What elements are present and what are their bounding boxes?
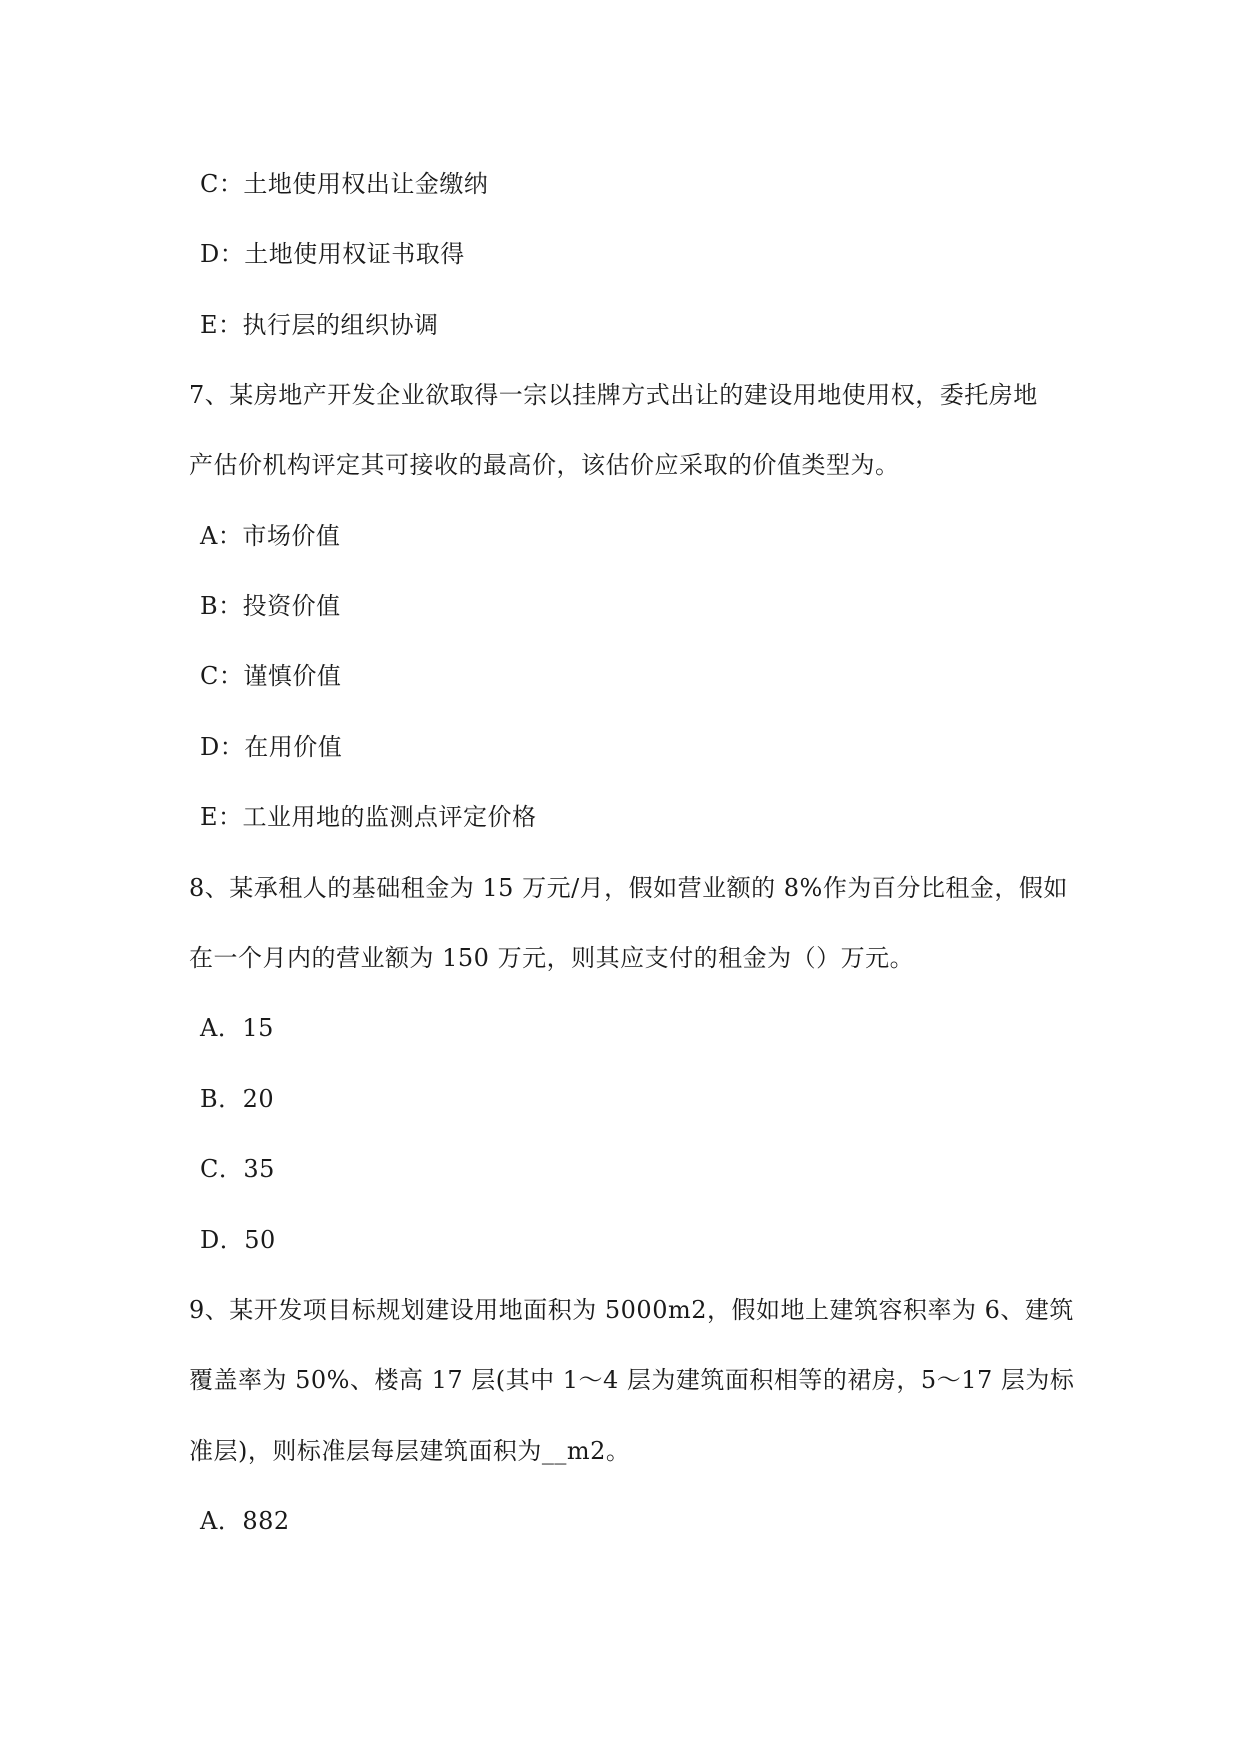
question-7-line-1: 7、某房地产开发企业欲取得一宗以挂牌方式出让的建设用地使用权，委托房地 — [189, 381, 1038, 409]
question-9-line-3: 准层)，则标准层每层建筑面积为__m2。 — [189, 1437, 631, 1465]
option-e-q6: E：执行层的组织协调 — [200, 311, 439, 339]
option-d-q6: D：土地使用权证书取得 — [200, 240, 465, 268]
option-c-q6: C：土地使用权出让金缴纳 — [200, 170, 489, 198]
option-c-q7: C：谨慎价值 — [200, 662, 342, 690]
option-a-q7: A：市场价值 — [200, 522, 341, 550]
option-b-q8: B．20 — [200, 1085, 275, 1113]
option-b-q7: B：投资价值 — [200, 592, 341, 620]
option-e-q7: E：工业用地的监测点评定价格 — [200, 803, 537, 831]
option-d-q8: D．50 — [200, 1226, 276, 1254]
option-c-q8: C．35 — [200, 1155, 275, 1183]
question-8-line-2: 在一个月内的营业额为 150 万元，则其应支付的租金为（）万元。 — [189, 944, 915, 972]
option-d-q7: D：在用价值 — [200, 733, 343, 761]
question-9-line-1: 9、某开发项目标规划建设用地面积为 5000m2，假如地上建筑容积率为 6、建筑 — [189, 1296, 1074, 1324]
question-7-line-2: 产估价机构评定其可接收的最高价，该估价应采取的价值类型为。 — [189, 451, 900, 479]
question-8-line-1: 8、某承租人的基础租金为 15 万元/月，假如营业额的 8%作为百分比租金，假如 — [189, 874, 1068, 902]
option-a-q8: A．15 — [200, 1014, 274, 1042]
option-a-q9: A．882 — [200, 1507, 290, 1535]
question-9-line-2: 覆盖率为 50%、楼高 17 层(其中 1～4 层为建筑面积相等的裙房，5～17 层为标 — [189, 1366, 1075, 1394]
